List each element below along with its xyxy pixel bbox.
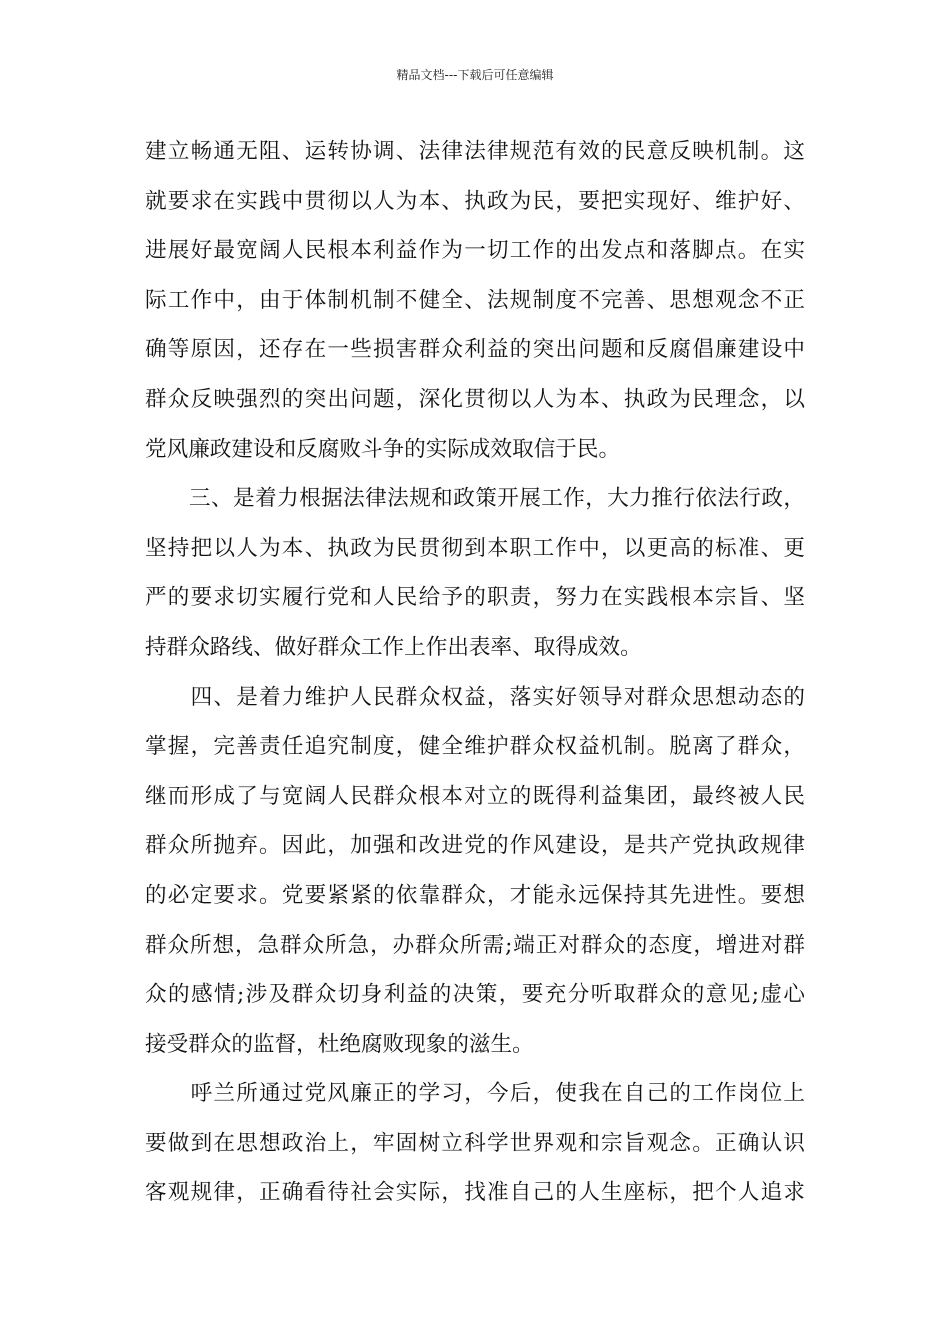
page-header: 精品文档---下载后可任意编辑	[396, 68, 554, 82]
text-line: 客观规律，正确看待社会实际，找准自己的人生座标，把个人追求	[145, 1180, 805, 1206]
text-line: 进展好最宽阔人民根本利益作为一切工作的出发点和落脚点。在实	[145, 238, 805, 264]
text-line: 际工作中，由于体制机制不健全、法规制度不完善、思想观念不正	[145, 287, 805, 313]
text-line: 的必定要求。党要紧紧的依靠群众，才能永远保持其先进性。要想	[145, 882, 805, 908]
text-line: 建立畅通无阻、运转协调、法律法律规范有效的民意反映机制。这	[145, 139, 805, 164]
text-line: 群众反映强烈的突出问题，深化贯彻以人为本、执政为民理念，以	[145, 386, 805, 412]
text-line: 群众所想，急群众所急，办群众所需;端正对群众的态度，增进对群	[145, 932, 805, 958]
text-line: 继而形成了与宽阔人民群众根本对立的既得利益集团，最终被人民	[145, 783, 805, 809]
text-line: 掌握，完善责任追究制度，健全维护群众权益机制。脱离了群众，	[145, 734, 805, 760]
text-line: 党风廉政建设和反腐败斗争的实际成效取信于民。	[145, 436, 621, 462]
text-line: 坚持把以人为本、执政为民贯彻到本职工作中，以更高的标准、更	[145, 535, 805, 561]
text-line: 要做到在思想政治上，牢固树立科学世界观和宗旨观念。正确认识	[145, 1130, 805, 1156]
text-line: 确等原因，还存在一些损害群众利益的突出问题和反腐倡廉建设中	[145, 337, 805, 363]
text-line: 严的要求切实履行党和人民给予的职责，努力在实践根本宗旨、坚	[145, 585, 805, 611]
text-line: 呼兰所通过党风廉正的学习，今后，使我在自己的工作岗位上	[145, 1081, 805, 1107]
text-line: 众的感情;涉及群众切身利益的决策，要充分听取群众的意见;虚心	[145, 982, 805, 1008]
text-line: 四、是着力维护人民群众权益，落实好领导对群众思想动态的	[145, 684, 805, 710]
text-line: 就要求在实践中贯彻以人为本、执政为民，要把实现好、维护好、	[145, 188, 805, 214]
document-body	[145, 127, 805, 1218]
text-line: 持群众路线、做好群众工作上作出表率、取得成效。	[145, 634, 642, 660]
text-line: 群众所抛弃。因此，加强和改进党的作风建设，是共产党执政规律	[145, 833, 805, 859]
text-line: 三、是着力根据法律法规和政策开展工作，大力推行依法行政，	[145, 486, 805, 512]
text-line: 接受群众的监督，杜绝腐败现象的滋生。	[145, 1031, 534, 1057]
